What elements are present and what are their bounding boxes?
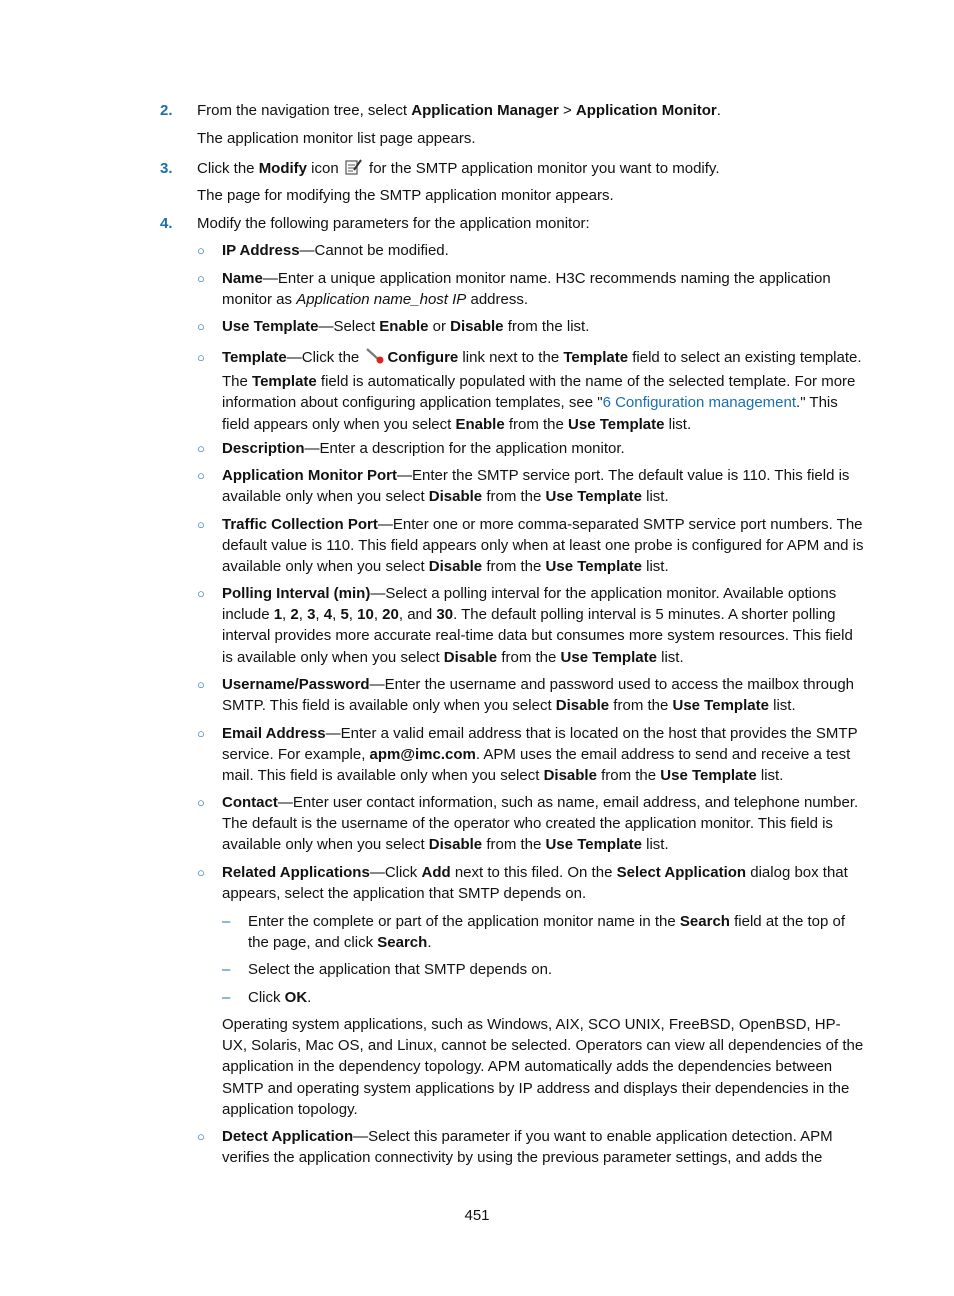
step-number: 3. — [160, 160, 173, 177]
bullet-text: Detect Application—Select this parameter if you want to enable application detection. APM verifies the application connectivity by using the previous parameter settings, and adds the — [222, 1128, 833, 1167]
step-2-result: The application monitor list page appears. — [197, 130, 476, 147]
configure-icon — [365, 347, 385, 371]
substep-text: Click OK. — [248, 989, 312, 1006]
bullet-mark: ○ — [197, 865, 205, 880]
bullet-text: Application Monitor Port—Enter the SMTP service port. The default value is 110. This field is available only when you select Disable from the Use Template list. — [222, 467, 850, 506]
bullet-text: Email Address—Enter a valid email address that is located on the host that provides the SMTP service. For example, apm@imc.com. APM uses the email address to send and receive a test mail. This field is available only when you select Disable from the Use Template list. — [222, 725, 858, 785]
bullet-text: Traffic Collection Port—Enter one or more comma-separated SMTP service port numbers. The default value is 110. This field appears only when at least one probe is configured for APM and is available only when you select Disable from the Use Template list. — [222, 516, 864, 576]
bullet-mark: ○ — [197, 795, 205, 810]
bullet-mark: ○ — [197, 271, 205, 286]
bullet-text: Description—Enter a description for the application monitor. — [222, 440, 625, 457]
bullet-text: Username/Password—Enter the username and password used to access the mailbox through SMTP. This field is available only when you select Disable from the Use Template list. — [222, 676, 855, 715]
bullet-mark: ○ — [197, 1129, 205, 1144]
bullet-mark: ○ — [197, 441, 205, 456]
step-number: 4. — [160, 215, 173, 232]
bullet-mark: ○ — [197, 319, 205, 334]
step-number: 2. — [160, 102, 173, 119]
bullet-mark: ○ — [197, 677, 205, 692]
step-text: Click the Modify icon for the SMTP application monitor you want to modify. — [197, 158, 719, 182]
os-applications-paragraph: Operating system applications, such as Windows, AIX, SCO UNIX, FreeBSD, OpenBSD, HP-UX, Solaris, Mac OS, and Linux, cannot be selected. Operators can view all dependencies of the application in the dependency topology. APM automatically adds the dependencies between SMTP and operating system applications by IP address and displays their dependencies in the application topology. — [222, 1016, 864, 1118]
configuration-management-link[interactable]: 6 Configuration management — [602, 394, 797, 412]
bullet-text: Use Template—Select Enable or Disable from the list. — [222, 318, 590, 335]
step-3-result: The page for modifying the SMTP application monitor appears. — [197, 187, 614, 204]
step-text: From the navigation tree, select Application Manager > Application Monitor. — [197, 102, 721, 119]
bullet-mark: ○ — [197, 243, 205, 258]
bullet-text: Contact—Enter user contact information, such as name, email address, and telephone number. The default is the username of the operator who created the application monitor. This field is available only when you select Disable from the Use Template list. — [222, 794, 859, 854]
dash-mark: – — [222, 989, 231, 1006]
bullet-mark: ○ — [197, 726, 205, 741]
bullet-mark: ○ — [197, 586, 205, 601]
page-number: 451 — [464, 1207, 490, 1224]
bullet-text: Name—Enter a unique application monitor name. H3C recommends naming the application monitor as Application name_host IP address. — [222, 270, 831, 309]
bullet-mark: ○ — [197, 350, 205, 365]
step-text: Modify the following parameters for the application monitor: — [197, 215, 590, 232]
bullet-text: Template—Click the Configure link next to the Template field to select an existing template. The Template field is automatically populated with the name of the selected template. For more information about configuring application templates, see "6 Configuration management." This field appears only when you select Enable from the Use Template list. — [222, 349, 862, 433]
bullet-text: Polling Interval (min)—Select a polling interval for the application monitor. Available options include 1, 2, 3, 4, 5, 10, 20, and 30. The default polling interval is 5 minutes. A shorter polling interval provides more accurate real-time data but consumes more system resources. This field is available only when you select Disable from the Use Template list. — [222, 585, 853, 666]
dash-mark: – — [222, 913, 231, 930]
substep-text: Enter the complete or part of the application monitor name in the Search field at the top of the page, and click Search. — [248, 913, 846, 952]
bullet-mark: ○ — [197, 468, 205, 483]
modify-icon — [345, 158, 363, 182]
bullet-text: IP Address—Cannot be modified. — [222, 242, 449, 259]
bullet-text: Related Applications—Click Add next to this filed. On the Select Application dialog box that appears, select the application that SMTP depends on. — [222, 864, 848, 903]
bullet-mark: ○ — [197, 517, 205, 532]
dash-mark: – — [222, 961, 231, 978]
substep-text: Select the application that SMTP depends on. — [248, 961, 553, 978]
